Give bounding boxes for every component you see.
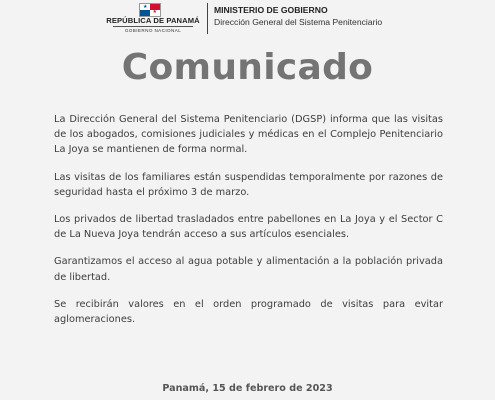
logo-divider — [113, 26, 193, 27]
government-label: GOBIERNO NACIONAL — [124, 28, 182, 33]
country-name: REPÚBLICA DE PANAMÁ — [106, 16, 200, 25]
panama-flag-icon: ★ ★ — [139, 3, 161, 17]
ministry-name: MINISTERIO DE GOBIERNO — [214, 5, 328, 15]
paragraph-valuables: Se recibirán valores en el orden programado de visitas para evitar aglomeraciones. — [54, 298, 443, 326]
statement-body — [54, 112, 443, 339]
page-title: Comunicado — [121, 47, 374, 88]
government-logo — [104, 0, 202, 40]
header — [0, 0, 495, 46]
paragraph-visits-normal: La Dirección General del Sistema Penitenciario (DGSP) informa que las visitas de los abogados, comisiones judiciales y médicas en el Complejo Penitenciario La Joya se mantienen de forma normal. — [54, 114, 443, 156]
paragraph-essential-items: Los privados de libertad trasladados entre pabellones en La Joya y el Sector C de La Nueva Joya tendrán acceso a sus artículos esenciales. — [54, 214, 443, 241]
direction-name: Dirección General del Sistema Penitenciario — [214, 17, 383, 27]
paragraph-water-food: Garantizamos el acceso al agua potable y alimentación a la población privada de libertad. — [54, 256, 443, 283]
paragraph-family-suspended: Las visitas de los familiares están suspendidas temporalmente por razones de seguridad hasta el próximo 3 de marzo. — [54, 171, 443, 198]
header-divider — [207, 3, 208, 34]
date-line: Panamá, 15 de febrero de 2023 — [162, 383, 333, 394]
